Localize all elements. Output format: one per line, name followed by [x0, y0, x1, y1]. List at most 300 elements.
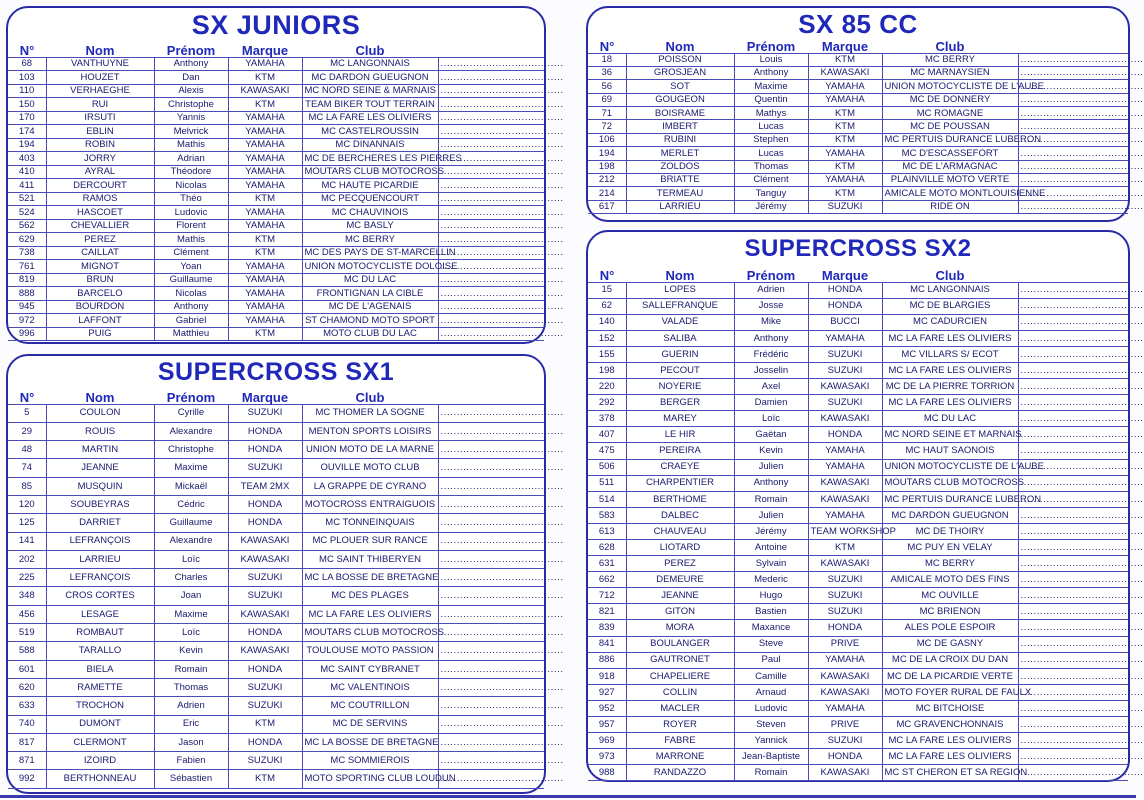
- cell-blank-dotted: ......................................: [1018, 187, 1128, 200]
- cell-marque: KTM: [808, 187, 882, 200]
- cell-nom: LAFFONT: [46, 314, 154, 328]
- cell-marque: HONDA: [228, 422, 302, 440]
- entries-table: [588, 264, 1144, 781]
- cell-marque: YAMAHA: [808, 330, 882, 346]
- cell-club: PLAINVILLE MOTO VERTE: [882, 174, 1018, 187]
- cell-num: 511: [588, 475, 626, 491]
- table-row: [8, 514, 544, 532]
- cell-club: TEAM BIKER TOUT TERRAIN: [302, 98, 438, 112]
- cell-nom: MERLET: [626, 147, 734, 160]
- cell-blank-dotted: ......................................: [1018, 523, 1128, 539]
- cell-marque: KTM: [228, 71, 302, 85]
- cell-nom: BOURDON: [46, 300, 154, 314]
- cell-num: 992: [8, 770, 46, 788]
- cell-prenom: Anthony: [734, 475, 808, 491]
- cell-prenom: Cédric: [154, 495, 228, 513]
- cell-num: 18: [588, 53, 626, 66]
- cell-nom: IZOIRD: [46, 752, 154, 770]
- cell-marque: YAMAHA: [228, 179, 302, 193]
- cell-prenom: Fabien: [154, 752, 228, 770]
- cell-num: 69: [588, 93, 626, 106]
- cell-blank-dotted: ......................................: [1018, 733, 1128, 749]
- cell-marque: SUZUKI: [228, 678, 302, 696]
- cell-marque: SUZUKI: [228, 404, 302, 422]
- cell-blank-dotted: ......................................: [438, 697, 544, 715]
- table-row: [8, 770, 544, 788]
- cell-club: MOUTARS CLUB MOTOCROSS: [302, 624, 438, 642]
- cell-club: UNION MOTOCYCLISTE DE L'AUBE: [882, 80, 1018, 93]
- cell-club: FRONTIGNAN LA CIBLE: [302, 287, 438, 301]
- cell-nom: JEANNE: [46, 459, 154, 477]
- table-row: [588, 93, 1128, 106]
- table-row: [8, 300, 544, 314]
- cell-club: MC LANGONNAIS: [882, 282, 1018, 298]
- table-row: [588, 604, 1128, 620]
- cell-blank-dotted: ......................................: [1018, 588, 1128, 604]
- cell-nom: TARALLO: [46, 642, 154, 660]
- cell-num: 988: [588, 765, 626, 781]
- cell-prenom: Dan: [154, 71, 228, 85]
- cell-num: 475: [588, 443, 626, 459]
- cell-club: MC DE GASNY: [882, 636, 1018, 652]
- cell-blank-dotted: ......................................: [438, 165, 544, 179]
- cell-num: 888: [8, 287, 46, 301]
- cell-nom: BOISRAME: [626, 107, 734, 120]
- cell-marque: KAWASAKI: [808, 475, 882, 491]
- panel-supercross-sx1: [6, 354, 564, 794]
- table-row: [8, 697, 544, 715]
- cell-prenom: Camille: [734, 668, 808, 684]
- cell-nom: RUBINI: [626, 133, 734, 146]
- cell-nom: DERCOURT: [46, 179, 154, 193]
- table-row: [8, 219, 544, 233]
- cell-nom: LARRIEU: [46, 550, 154, 568]
- cell-num: 411: [8, 179, 46, 193]
- cell-nom: CLERMONT: [46, 733, 154, 751]
- cell-club: MC DE DONNERY: [882, 93, 1018, 106]
- cell-marque: PRIVE: [808, 717, 882, 733]
- cell-nom: MARRONE: [626, 749, 734, 765]
- table-row: [588, 282, 1128, 298]
- cell-nom: ZOLDOS: [626, 160, 734, 173]
- cell-num: 952: [588, 700, 626, 716]
- cell-prenom: Yannis: [154, 111, 228, 125]
- cell-marque: YAMAHA: [228, 57, 302, 71]
- table-row: [8, 57, 544, 71]
- cell-blank-dotted: ......................................: [438, 84, 544, 98]
- table-row: [588, 147, 1128, 160]
- table-row: [588, 765, 1128, 781]
- cell-blank-dotted: ......................................: [1018, 652, 1128, 668]
- cell-blank-dotted: ......................................: [1018, 443, 1128, 459]
- cell-nom: MUSQUIN: [46, 477, 154, 495]
- table-row: [588, 200, 1128, 213]
- table-row: [8, 624, 544, 642]
- cell-marque: YAMAHA: [808, 507, 882, 523]
- table-body: [8, 404, 564, 788]
- cell-club: MC DE SERVINS: [302, 715, 438, 733]
- cell-prenom: Théodore: [154, 165, 228, 179]
- cell-club: MC LA FARE LES OLIVIERS: [882, 330, 1018, 346]
- cell-club: MC DE LA PICARDIE VERTE: [882, 668, 1018, 684]
- cell-nom: JORRY: [46, 152, 154, 166]
- cell-blank-dotted: ......................................: [1018, 491, 1128, 507]
- cell-num: 631: [588, 556, 626, 572]
- cell-marque: KAWASAKI: [808, 66, 882, 79]
- cell-blank-dotted: ......................................: [1018, 330, 1128, 346]
- cell-marque: SUZUKI: [808, 362, 882, 378]
- cell-blank-dotted: ......................................: [438, 260, 544, 274]
- cell-num: 740: [8, 715, 46, 733]
- cell-prenom: Théo: [154, 192, 228, 206]
- cell-marque: SUZUKI: [808, 733, 882, 749]
- cell-nom: GUERIN: [626, 346, 734, 362]
- table-row: [8, 477, 544, 495]
- cell-marque: KTM: [228, 715, 302, 733]
- cell-marque: SUZUKI: [808, 346, 882, 362]
- table-row: [8, 287, 544, 301]
- cell-club: MC LA FARE LES OLIVIERS: [882, 362, 1018, 378]
- cell-prenom: Yoan: [154, 260, 228, 274]
- cell-num: 403: [8, 152, 46, 166]
- cell-num: 871: [8, 752, 46, 770]
- cell-club: MC COUTRILLON: [302, 697, 438, 715]
- cell-prenom: Quentin: [734, 93, 808, 106]
- cell-prenom: Loïc: [734, 411, 808, 427]
- cell-blank-dotted: ......................................: [438, 752, 544, 770]
- cell-marque: KTM: [808, 160, 882, 173]
- cell-num: 155: [588, 346, 626, 362]
- cell-club: AMICALE MOTO MONTLOUISIENNE: [882, 187, 1018, 200]
- cell-nom: IMBERT: [626, 120, 734, 133]
- cell-marque: KAWASAKI: [808, 491, 882, 507]
- header-prenom: Prénom: [166, 389, 216, 405]
- cell-marque: YAMAHA: [808, 443, 882, 459]
- cell-num: 125: [8, 514, 46, 532]
- cell-club: UNION MOTO DE LA MARNE: [302, 441, 438, 459]
- cell-num: 996: [8, 327, 46, 341]
- cell-num: 456: [8, 605, 46, 623]
- cell-num: 74: [8, 459, 46, 477]
- cell-nom: TROCHON: [46, 697, 154, 715]
- cell-nom: EBLIN: [46, 125, 154, 139]
- cell-prenom: Maxance: [734, 620, 808, 636]
- cell-blank-dotted: ......................................: [1018, 411, 1128, 427]
- panel-title: SX JUNIORS: [191, 10, 361, 40]
- cell-club: MC LA FARE LES OLIVIERS: [882, 395, 1018, 411]
- cell-num: 141: [8, 532, 46, 550]
- cell-prenom: Christophe: [154, 98, 228, 112]
- table-row: [8, 206, 544, 220]
- cell-marque: YAMAHA: [808, 93, 882, 106]
- cell-blank-dotted: ......................................: [1018, 684, 1128, 700]
- cell-blank-dotted: ......................................: [1018, 765, 1128, 781]
- table-row: [8, 459, 544, 477]
- cell-nom: POISSON: [626, 53, 734, 66]
- table-row: [588, 507, 1128, 523]
- header-nom: Nom: [85, 389, 115, 405]
- cell-nom: SOUBEYRAS: [46, 495, 154, 513]
- cell-club: MC D'ESCASSEFORT: [882, 147, 1018, 160]
- cell-club: MC PERTUIS DURANCE LUBERON: [882, 133, 1018, 146]
- cell-nom: CHAUVEAU: [626, 523, 734, 539]
- cell-num: 620: [8, 678, 46, 696]
- table-row: [588, 346, 1128, 362]
- cell-marque: KTM: [808, 53, 882, 66]
- cell-prenom: Gaëtan: [734, 427, 808, 443]
- cell-marque: HONDA: [228, 495, 302, 513]
- cell-blank-dotted: ......................................: [438, 192, 544, 206]
- cell-prenom: Clément: [154, 246, 228, 260]
- cell-club: MC DINANNAIS: [302, 138, 438, 152]
- cell-club: MC LA FARE LES OLIVIERS: [882, 733, 1018, 749]
- cell-num: 521: [8, 192, 46, 206]
- cell-nom: GROSJEAN: [626, 66, 734, 79]
- cell-blank-dotted: ......................................: [1018, 80, 1128, 93]
- cell-club: ALES POLE ESPOIR: [882, 620, 1018, 636]
- header-club: Club: [355, 42, 385, 58]
- cell-nom: COULON: [46, 404, 154, 422]
- cell-num: 72: [588, 120, 626, 133]
- cell-blank-dotted: ......................................: [438, 57, 544, 71]
- table-row: [588, 120, 1128, 133]
- cell-marque: KAWASAKI: [228, 642, 302, 660]
- cell-marque: SUZUKI: [808, 572, 882, 588]
- cell-blank-dotted: ......................................: [1018, 174, 1128, 187]
- cell-prenom: Kevin: [154, 642, 228, 660]
- cell-num: 601: [8, 660, 46, 678]
- cell-num: 519: [8, 624, 46, 642]
- cell-club: MC PUY EN VELAY: [882, 540, 1018, 556]
- header-marque: Marque: [821, 267, 869, 283]
- cell-num: 886: [588, 652, 626, 668]
- cell-blank-dotted: ......................................: [1018, 749, 1128, 765]
- header-blank: [1018, 264, 1128, 282]
- cell-blank-dotted: ......................................: [1018, 620, 1128, 636]
- cell-blank-dotted: ......................................: [438, 125, 544, 139]
- cell-prenom: Steve: [734, 636, 808, 652]
- table-row: [8, 327, 544, 341]
- cell-club: MC LA FARE LES OLIVIERS: [882, 749, 1018, 765]
- cell-nom: SALIBA: [626, 330, 734, 346]
- cell-blank-dotted: ......................................: [1018, 314, 1128, 330]
- cell-club: MC ROMAGNE: [882, 107, 1018, 120]
- header-row: [588, 264, 1128, 282]
- cell-prenom: Charles: [154, 569, 228, 587]
- cell-nom: COLLIN: [626, 684, 734, 700]
- cell-num: 918: [588, 668, 626, 684]
- cell-prenom: Maxime: [734, 80, 808, 93]
- cell-prenom: Romain: [734, 765, 808, 781]
- table-row: [8, 733, 544, 751]
- cell-club: MC DE BLARGIES: [882, 298, 1018, 314]
- table-row: [8, 192, 544, 206]
- cell-prenom: Thomas: [154, 678, 228, 696]
- cell-club: MC TONNEINQUAIS: [302, 514, 438, 532]
- cell-num: 225: [8, 569, 46, 587]
- cell-prenom: Gabriel: [154, 314, 228, 328]
- cell-nom: CHAPELIERE: [626, 668, 734, 684]
- table-row: [8, 441, 544, 459]
- cell-prenom: Lucas: [734, 120, 808, 133]
- panel-title: SX 85 CC: [798, 9, 918, 39]
- cell-nom: GITON: [626, 604, 734, 620]
- table-row: [8, 152, 544, 166]
- cell-nom: RUI: [46, 98, 154, 112]
- cell-num: 957: [588, 717, 626, 733]
- cell-club: MOTOCROSS ENTRAIGUOIS: [302, 495, 438, 513]
- table-row: [8, 550, 544, 568]
- cell-club: MOTO SPORTING CLUB LOUDUN: [302, 770, 438, 788]
- cell-marque: KAWASAKI: [228, 532, 302, 550]
- cell-num: 174: [8, 125, 46, 139]
- cell-club: LA GRAPPE DE CYRANO: [302, 477, 438, 495]
- cell-nom: FABRE: [626, 733, 734, 749]
- cell-num: 48: [8, 441, 46, 459]
- cell-marque: YAMAHA: [808, 80, 882, 93]
- cell-nom: RANDAZZO: [626, 765, 734, 781]
- table-row: [8, 260, 544, 274]
- cell-marque: YAMAHA: [228, 219, 302, 233]
- cell-nom: SALLEFRANQUE: [626, 298, 734, 314]
- cell-marque: KAWASAKI: [808, 668, 882, 684]
- table-row: [8, 678, 544, 696]
- table-row: [588, 379, 1128, 395]
- cell-club: MC PLOUER SUR RANCE: [302, 532, 438, 550]
- cell-prenom: Josselin: [734, 362, 808, 378]
- cell-blank-dotted: ......................................: [1018, 395, 1128, 411]
- cell-marque: HONDA: [228, 441, 302, 459]
- cell-marque: SUZUKI: [808, 604, 882, 620]
- cell-prenom: Alexandre: [154, 422, 228, 440]
- cell-marque: YAMAHA: [808, 459, 882, 475]
- cell-blank-dotted: ......................................: [438, 152, 544, 166]
- cell-prenom: Ludovic: [154, 206, 228, 220]
- cell-prenom: Clément: [734, 174, 808, 187]
- header-num: N°: [599, 267, 615, 283]
- cell-num: 103: [8, 71, 46, 85]
- header-marque: Marque: [821, 38, 869, 54]
- cell-marque: KTM: [228, 246, 302, 260]
- cell-club: MC MARNAYSIEN: [882, 66, 1018, 79]
- cell-num: 194: [588, 147, 626, 160]
- cell-prenom: Christophe: [154, 441, 228, 459]
- cell-nom: MARTIN: [46, 441, 154, 459]
- cell-nom: HOUZET: [46, 71, 154, 85]
- cell-marque: HONDA: [228, 733, 302, 751]
- cell-prenom: Jason: [154, 733, 228, 751]
- cell-blank-dotted: ......................................: [438, 138, 544, 152]
- cell-club: UNION MOTOCYCLISTE DOLOISE: [302, 260, 438, 274]
- cell-marque: TEAM 2MX: [228, 477, 302, 495]
- cell-marque: SUZUKI: [228, 459, 302, 477]
- cell-num: 973: [588, 749, 626, 765]
- cell-club: MC BERRY: [882, 53, 1018, 66]
- cell-nom: ROUIS: [46, 422, 154, 440]
- cell-blank-dotted: ......................................: [1018, 475, 1128, 491]
- table-row: [588, 636, 1128, 652]
- cell-blank-dotted: ......................................: [438, 422, 544, 440]
- cell-blank-dotted: ......................................: [1018, 53, 1128, 66]
- cell-prenom: Tanguy: [734, 187, 808, 200]
- cell-marque: KTM: [808, 540, 882, 556]
- cell-nom: CRAEYE: [626, 459, 734, 475]
- cell-num: 562: [8, 219, 46, 233]
- cell-prenom: Nicolas: [154, 179, 228, 193]
- cell-blank-dotted: ......................................: [1018, 147, 1128, 160]
- cell-nom: GAUTRONET: [626, 652, 734, 668]
- cell-club: MC LA BOSSE DE BRETAGNE: [302, 569, 438, 587]
- table-row: [8, 125, 544, 139]
- cell-prenom: Loïc: [154, 624, 228, 642]
- cell-num: 56: [588, 80, 626, 93]
- cell-num: 761: [8, 260, 46, 274]
- cell-club: MC PECQUENCOURT: [302, 192, 438, 206]
- cell-club: MC VALENTINOIS: [302, 678, 438, 696]
- cell-num: 410: [8, 165, 46, 179]
- table-row: [8, 84, 544, 98]
- table-row: [8, 165, 544, 179]
- header-club: Club: [935, 267, 965, 283]
- table-row: [588, 523, 1128, 539]
- cell-prenom: Louis: [734, 53, 808, 66]
- cell-marque: KTM: [808, 120, 882, 133]
- cell-blank-dotted: ......................................: [1018, 107, 1128, 120]
- cell-marque: YAMAHA: [228, 165, 302, 179]
- panel-title: SUPERCROSS SX1: [157, 358, 395, 386]
- cell-blank-dotted: ......................................: [1018, 200, 1128, 213]
- cell-prenom: Arnaud: [734, 684, 808, 700]
- header-blank: [1018, 37, 1128, 53]
- header-blank: [438, 386, 544, 404]
- cell-blank-dotted: ......................................: [1018, 700, 1128, 716]
- header-num: N°: [19, 389, 35, 405]
- cell-marque: KAWASAKI: [808, 765, 882, 781]
- cell-marque: KAWASAKI: [228, 605, 302, 623]
- header-row: [8, 386, 544, 404]
- cell-prenom: Adrian: [154, 152, 228, 166]
- table-row: [588, 160, 1128, 173]
- cell-marque: YAMAHA: [228, 125, 302, 139]
- cell-marque: HONDA: [228, 514, 302, 532]
- table-body: [588, 53, 1144, 214]
- cell-blank-dotted: ......................................: [1018, 604, 1128, 620]
- cell-nom: RAMOS: [46, 192, 154, 206]
- header-prenom: Prénom: [746, 38, 796, 54]
- table-row: [588, 700, 1128, 716]
- cell-prenom: Jérémy: [734, 523, 808, 539]
- cell-nom: BIELA: [46, 660, 154, 678]
- cell-blank-dotted: ......................................: [1018, 362, 1128, 378]
- cell-blank-dotted: ......................................: [438, 587, 544, 605]
- table-row: [588, 187, 1128, 200]
- cell-nom: VALADE: [626, 314, 734, 330]
- cell-prenom: Cyrille: [154, 404, 228, 422]
- cell-num: 613: [588, 523, 626, 539]
- cell-marque: YAMAHA: [228, 111, 302, 125]
- cell-num: 972: [8, 314, 46, 328]
- cell-club: MC DE L'ARMAGNAC: [882, 160, 1018, 173]
- cell-club: MOUTARS CLUB MOTOCROSS: [882, 475, 1018, 491]
- cell-num: 62: [588, 298, 626, 314]
- cell-blank-dotted: ......................................: [438, 532, 544, 550]
- cell-num: 198: [588, 362, 626, 378]
- cell-num: 821: [588, 604, 626, 620]
- cell-club: MC DE L'AGENAIS: [302, 300, 438, 314]
- cell-num: 628: [588, 540, 626, 556]
- cell-prenom: Alexandre: [154, 532, 228, 550]
- table-row: [8, 605, 544, 623]
